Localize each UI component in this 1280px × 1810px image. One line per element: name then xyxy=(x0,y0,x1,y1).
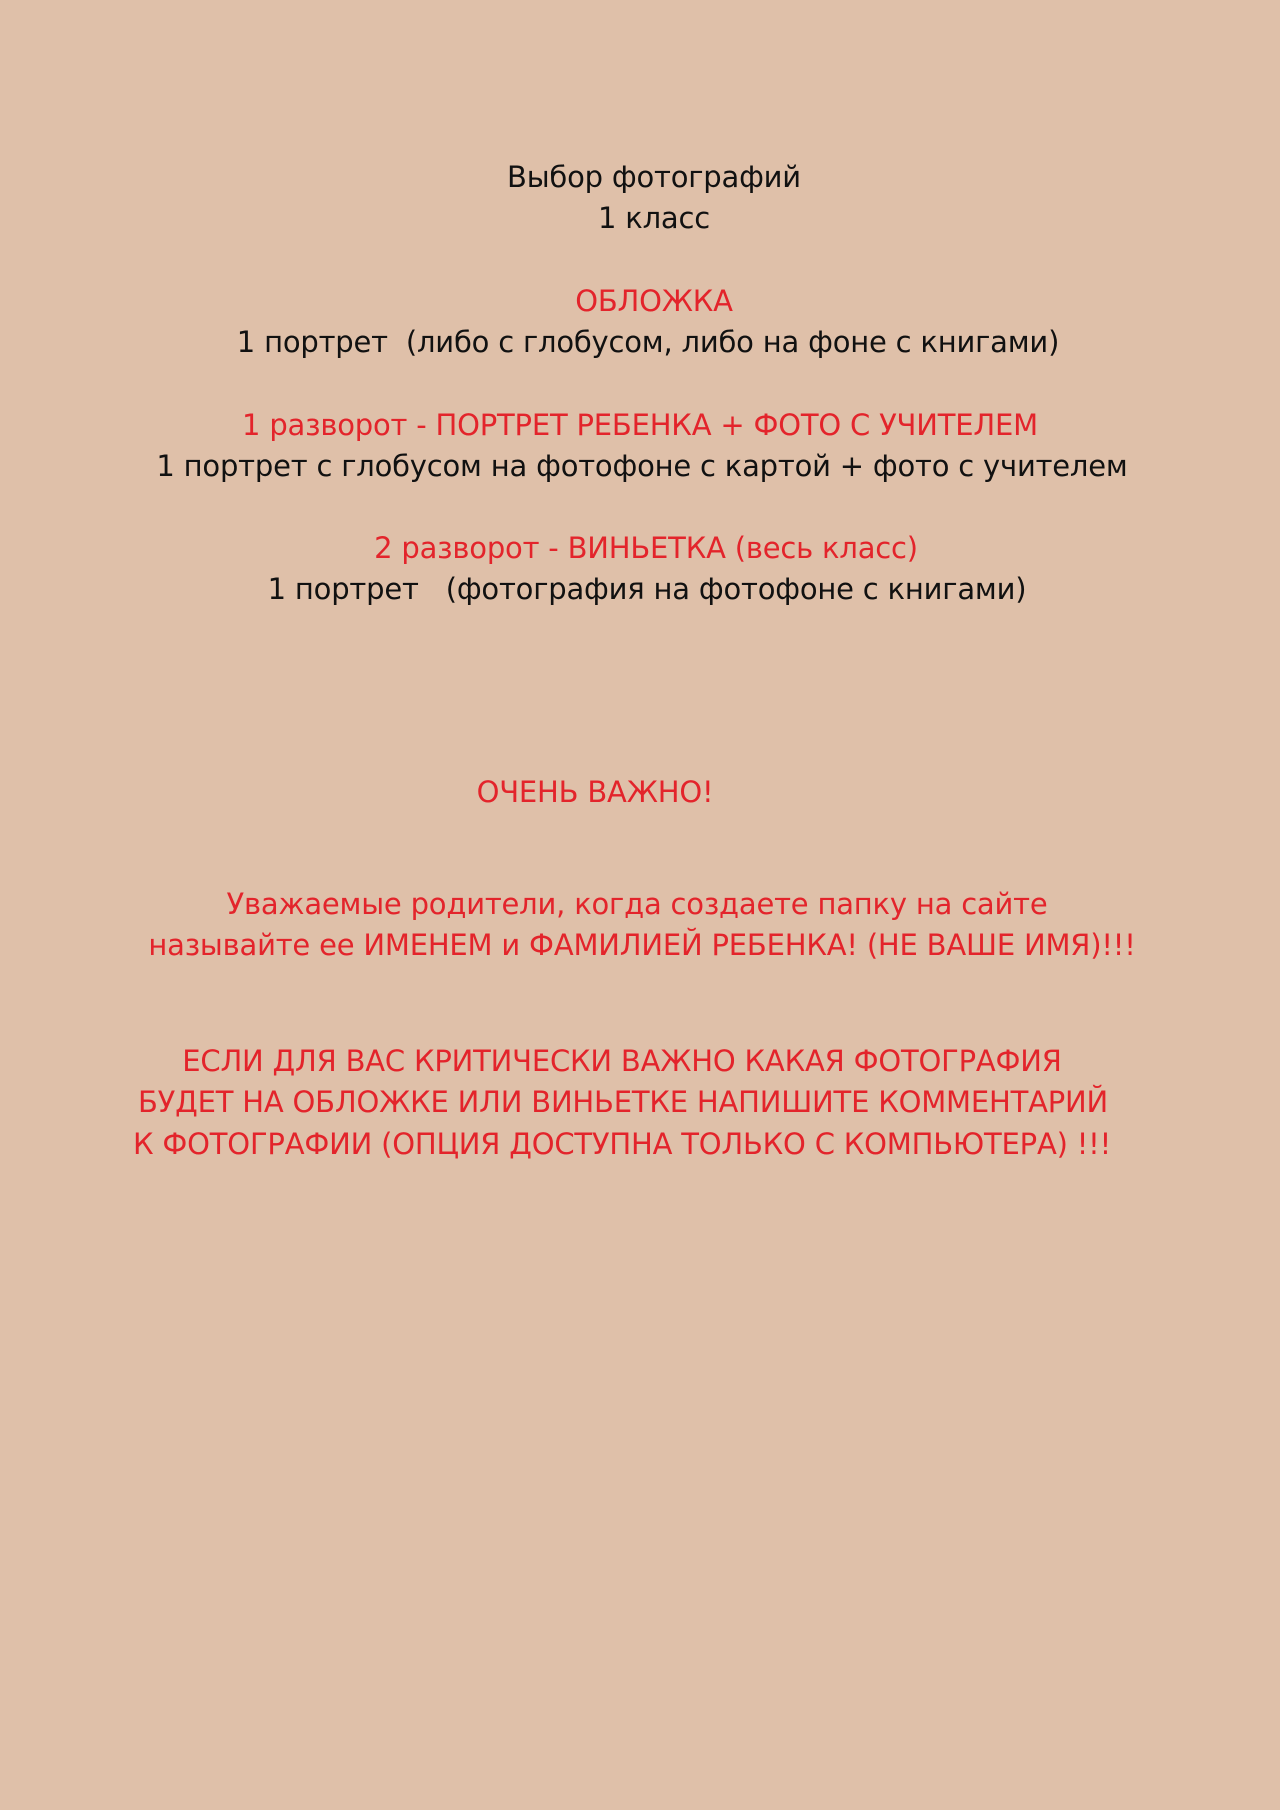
page-title: Выбор фотографий xyxy=(507,160,801,194)
spread1-heading: 1 разворот - ПОРТРЕТ РЕБЕНКА + ФОТО С УЧИТЕЛЕМ xyxy=(242,408,1038,442)
spread1-description: 1 портрет с глобусом на фотофоне с картой + фото с учителем xyxy=(156,449,1128,483)
cover-heading: ОБЛОЖКА xyxy=(575,284,733,318)
spread2-description: 1 портрет (фотография на фотофоне с книгами) xyxy=(267,572,1027,606)
folder-notice-line-1: Уважаемые родители, когда создаете папку на сайте xyxy=(226,887,1048,921)
important-heading: ОЧЕНЬ ВАЖНО! xyxy=(476,775,714,809)
cover-description: 1 портрет (либо с глобусом, либо на фоне с книгами) xyxy=(236,325,1060,359)
folder-notice-line-2: называйте ее ИМЕНЕМ и ФАМИЛИЕЙ РЕБЕНКА! (НЕ ВАШЕ ИМЯ)!!! xyxy=(148,928,1136,962)
grade-label: 1 класс xyxy=(598,201,710,235)
comment-notice-line-2: БУДЕТ НА ОБЛОЖКЕ ИЛИ ВИНЬЕТКЕ НАПИШИТЕ КОММЕНТАРИЙ xyxy=(137,1085,1109,1119)
comment-notice-line-3: К ФОТОГРАФИИ (ОПЦИЯ ДОСТУПНА ТОЛЬКО С КОМПЬЮТЕРА) !!! xyxy=(133,1127,1111,1161)
spread2-heading: 2 разворот - ВИНЬЕТКА (весь класс) xyxy=(374,531,918,565)
comment-notice-line-1: ЕСЛИ ДЛЯ ВАС КРИТИЧЕСКИ ВАЖНО КАКАЯ ФОТОГРАФИЯ xyxy=(182,1044,1062,1078)
